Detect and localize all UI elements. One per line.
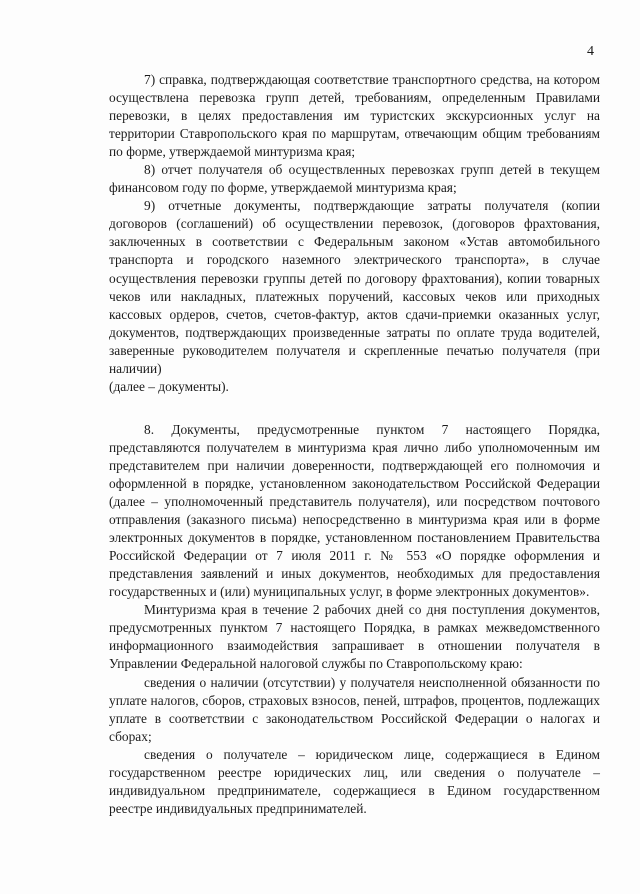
paragraph-item-7: 7) справка, подтверждающая соответствие транспортного средства, на котором осуществлена перевозка групп детей, требованиям, определенным Правилами перевозки, в целях предоставления им туристских экскурсионных услуг на территории Ставропольского края по маршрутам, отвечающим общим требованиям по форме, утверждаемой минтуризма края;: [109, 72, 600, 160]
paragraph-documents-definition: (далее – документы).: [109, 378, 229, 394]
paragraph-gap: [109, 396, 600, 421]
paragraph-interagency-request: Минтуризма края в течение 2 рабочих дней со дня поступления документов, предусмотренных пунктом 7 настоящего Порядка, в рамках межведомственного информационного взаимодействия запрашивает в отношении получателя в Управлении Федеральной налоговой службы по Ставропольскому краю:: [109, 602, 600, 672]
page-number: 4: [587, 44, 594, 59]
document-body: [109, 71, 600, 818]
paragraph-section-8: 8. Документы, предусмотренные пунктом 7 настоящего Порядка, представляются получателем в минтуризма края лично либо уполномоченным им представителем при наличии доверенности, подтверждающей его полномочия и оформленной в порядке, установленном законодательством Российской Федерации (далее – уполномоченный представитель получателя), или посредством почтового отправления (заказного письма) непосредственно в минтуризма края или в форме электронных документов в порядке, установленном постановлением Правительства Российской Федерации от 7 июля 2011 г. № 553 «О порядке оформления и представления заявлений и иных документов, необходимых для предоставления государственных и (или) муниципальных услуг, в форме электронных документов».: [109, 421, 600, 600]
paragraph-tax-obligations: сведения о наличии (отсутствии) у получателя неисполненной обязанности по уплате налогов, сборов, страховых взносов, пеней, штрафов, процентов, подлежащих уплате в соответствии с законодательством Российской Федерации о налогах и сборах;: [109, 674, 600, 744]
paragraph-item-8: 8) отчет получателя об осуществленных перевозках групп детей в текущем финансовом году по форме, утверждаемой минтуризма края;: [109, 162, 600, 196]
paragraph-registry-info: сведения о получателе – юридическом лице, содержащиеся в Едином государственном реестре юридических лиц, или сведения о получателе – индивидуальном предпринимателе, содержащиеся в Едином государственном реестре индивидуальных предпринимателей.: [109, 746, 600, 816]
paragraph-item-9: 9) отчетные документы, подтверждающие затраты получателя (копии договоров (соглашений) об осуществлении перевозок, (договоров фрахтования, заключенных в соответствии с Федеральным законом «Устав автомобильного транспорта и городского наземного электрического транспорта», в случае осуществления перевозки группы детей по договору фрахтования), копии товарных чеков или накладных, платежных поручений, кассовых чеков или приходных кассовых ордеров, счетов, счетов-фактур, актов сдачи-приемки оказанных услуг, документов, подтверждающих произведенные затраты по оплате труда водителей, заверенные руководителем получателя и скрепленные печатью получателя (при наличии): [109, 198, 600, 376]
